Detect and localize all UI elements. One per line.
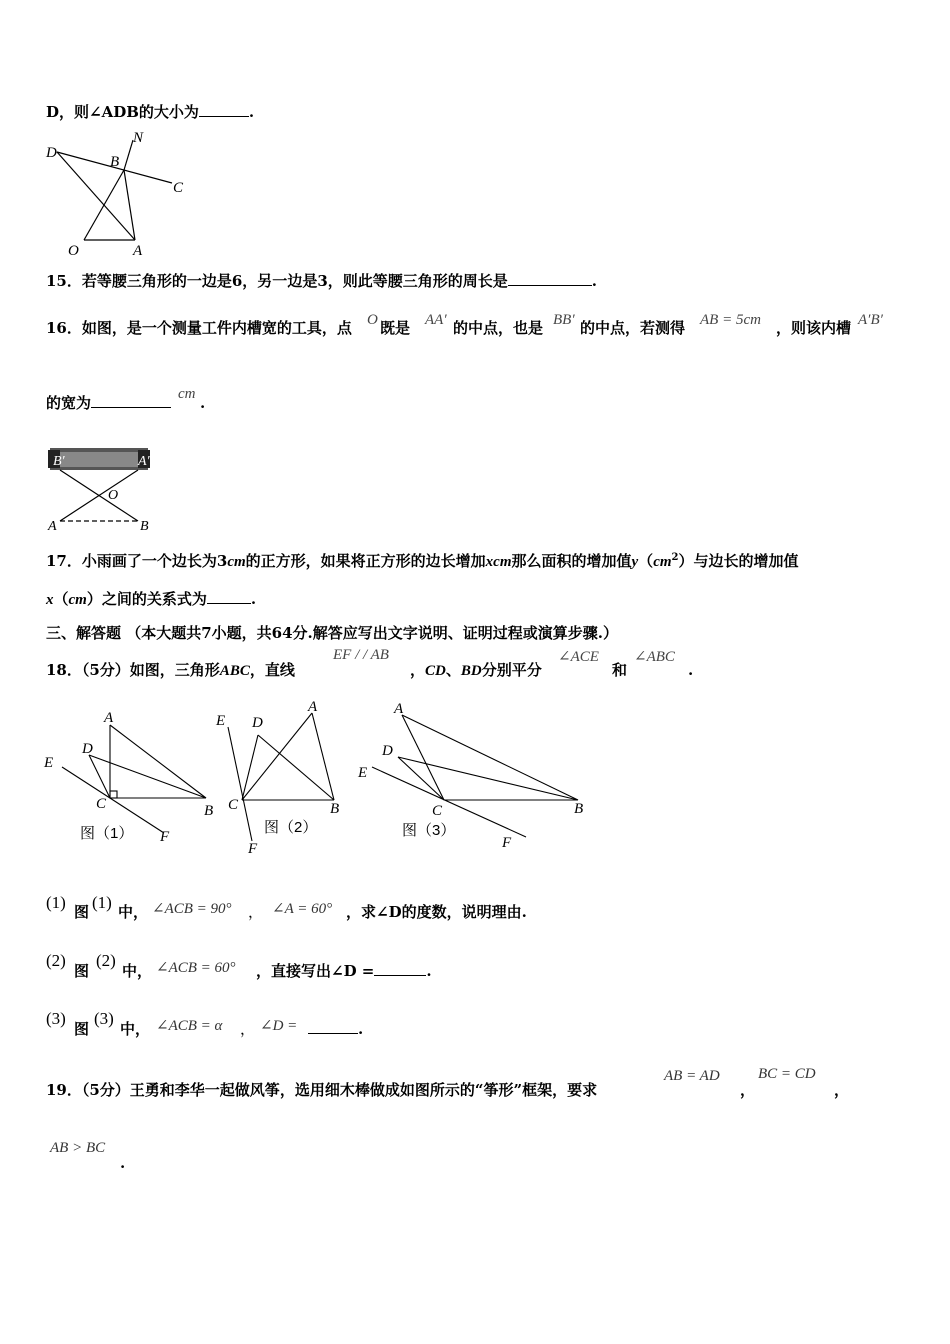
sub1-sep: ， [248,903,264,921]
f3-C: C [432,803,443,819]
label-B: B [140,519,149,534]
label-C: C [173,180,184,196]
sub1-m2: ∠A = 60° [272,901,333,917]
q19-end: . [120,1154,126,1172]
section-3-heading: 三、解答题 （本大题共7小题，共64分.解答应写出文字说明、证明过程或演算步骤.） [46,624,618,642]
q17-line2: x（cm）之间的关系式为 . [46,590,257,608]
q18-text-a: 18．（5分）如图，三角形ABC，直线 [46,661,295,679]
sub2-num: (2) [46,951,66,970]
q18-math-ACE: ∠ACE [558,649,599,665]
q18-math-ABC: ∠ABC [634,649,675,665]
sub2-m1: ∠ACB = 60° [156,960,236,976]
caption-3: 图（3） [402,822,456,839]
sub1-rest: ，求∠D的度数，说明理由. [346,903,527,921]
f1-D: D [82,741,93,757]
label-O: O [68,243,79,258]
f3-B: B [574,801,584,817]
label-N: N [133,130,144,146]
q15-text: 15．若等腰三角形的一边是6，另一边是3，则此等腰三角形的周长是 . [46,272,597,290]
q17-line1: 17．小雨画了一个边长为3cm的正方形，如果将正方形的边长增加xcm那么面积的增加值$y(cm^2)$与边长的增加值 [46,552,799,570]
f2-D: D [252,715,263,731]
q19-text: 19．（5分）王勇和李华一起做风筝，选用细木棒做成如图所示的“筝形”框架，要求 [46,1081,598,1099]
f1-C: C [96,796,107,812]
q18-math-EF: EF / / AB [333,647,389,663]
q16-math-AA: AA′ [425,312,447,328]
sub3-m2: ∠D = [260,1018,298,1034]
label-B: B [110,154,120,170]
q16-text-c: 的中点，也是 [453,319,544,337]
label-D: D [46,145,57,161]
sub1-zh: 中， [118,903,149,921]
q18-text-c: 和 [612,661,628,679]
q16-figure [44,442,164,537]
q14-text: D，则∠ADB的大小为 . [46,103,255,121]
f1-B: B [204,803,214,819]
q16-math-BB: BB′ [553,312,575,328]
sub3-blank: . [308,1019,363,1039]
q19-m2: BC = CD [758,1066,816,1082]
f3-D: D [382,743,393,759]
q16-math-AB5: AB = 5cm [700,312,761,328]
q19-m3: AB > BC [50,1140,106,1156]
q16-math-cm: cm [178,386,196,402]
label-A: A [48,519,57,534]
sub1-num: (1) [46,893,66,912]
f1-F: F [160,829,170,845]
q18-text-b: ，CD、BD分别平分 [410,661,542,679]
caption-2: 图（2） [264,819,318,836]
f2-F: F [248,841,258,857]
q19-c1: ， [740,1081,756,1099]
sub3-num: (3) [46,1009,66,1028]
label-A: A [133,243,143,258]
q18-figures [40,695,600,860]
sub1-num2: (1) [92,893,112,912]
sub3-fig: 图 [74,1020,90,1038]
sub3-m1: ∠ACB = α [156,1018,223,1034]
q16-line2: 的宽为 [46,393,171,413]
q16-line1: 16．如图，是一个测量工件内槽宽的工具，点 [46,319,352,337]
f1-A: A [104,710,114,726]
q16-text-d: 的中点，若测得 [580,319,686,337]
q16-end: . [200,394,206,412]
q16-math-AB2: A′B′ [858,312,883,328]
sub3-num2: (3) [94,1009,114,1028]
f2-E: E [216,713,226,729]
f3-A: A [394,701,404,717]
label-B1: B′ [53,454,65,469]
figure-3 [372,715,578,837]
caption-1: 图（1） [80,825,134,842]
q14-figure [40,128,200,258]
f2-B: B [330,801,340,817]
sub1-m1: ∠ACB = 90° [152,901,232,917]
sub3-zh: 中， [120,1020,151,1038]
f2-C: C [228,797,239,813]
f2-A: A [308,699,318,715]
sub2-fig: 图 [74,962,90,980]
f3-E: E [358,765,368,781]
q16-math-O: O [367,312,378,328]
sub1-fig: 图 [74,903,90,921]
q16-text-b: 既是 [380,319,411,337]
q16-text-e: ，则该内槽 [776,319,852,337]
q18-text-end: . [688,661,694,679]
sub2-rest: ，直接写出∠D = . [256,962,432,980]
sub2-num2: (2) [96,951,116,970]
label-O: O [108,488,119,503]
f3-F: F [502,835,512,851]
f1-E: E [44,755,54,771]
q19-c2: ， [834,1081,850,1099]
sub2-zh: 中， [122,962,153,980]
sub3-sep: ， [240,1020,256,1038]
label-A1: A′ [138,454,150,469]
q19-m1: AB = AD [664,1068,720,1084]
